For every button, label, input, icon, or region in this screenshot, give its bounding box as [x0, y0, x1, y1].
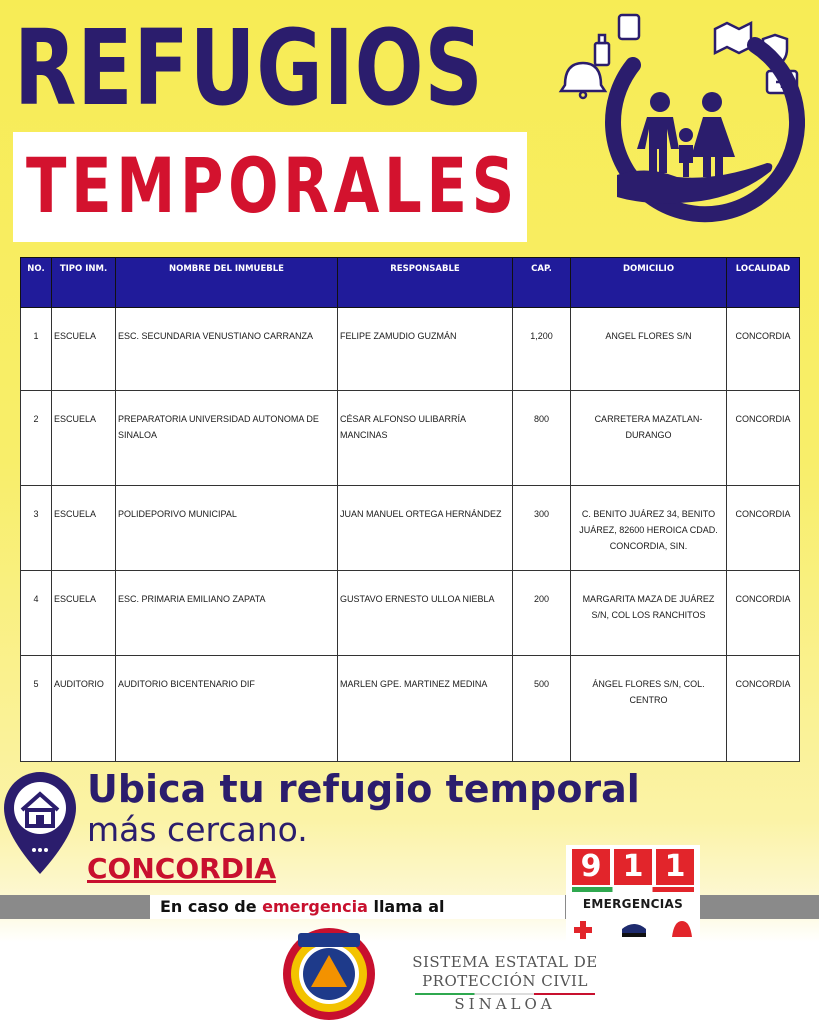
cta-place: CONCORDIA [87, 852, 277, 885]
family-shelter-logo [555, 5, 805, 245]
cell-domicilio: ANGEL FLORES S/N [571, 308, 727, 391]
emergency-message [160, 896, 445, 918]
cell-responsable: CÉSAR ALFONSO ULIBARRÍA MANCINAS [338, 391, 513, 486]
table-row [21, 486, 800, 571]
header-nombre: NOMBRE DEL INMUEBLE [116, 258, 338, 308]
cell-no: 4 [21, 571, 52, 656]
cell-no: 2 [21, 391, 52, 486]
title-refugios: REFUGIOS [14, 7, 484, 129]
header-no: NO. [21, 258, 52, 308]
cell-nombre: POLIDEPORIVO MUNICIPAL [116, 486, 338, 571]
header-responsable: RESPONSABLE [338, 258, 513, 308]
emergency-prefix: En caso de [160, 897, 257, 916]
proteccion-civil-seal [280, 925, 378, 1023]
flag-stripe [572, 887, 694, 892]
digit-1b: 1 [656, 849, 694, 885]
digit-1: 1 [614, 849, 652, 885]
header-localidad: LOCALIDAD [727, 258, 800, 308]
cell-cap: 800 [513, 391, 571, 486]
cell-nombre: ESC. PRIMARIA EMILIANO ZAPATA [116, 571, 338, 656]
header-cap: CAP. [513, 258, 571, 308]
cell-responsable: GUSTAVO ERNESTO ULLOA NIEBLA [338, 571, 513, 656]
emergencias-label: EMERGENCIAS [582, 897, 684, 911]
cell-nombre: PREPARATORIA UNIVERSIDAD AUTONOMA DE SINALOA [116, 391, 338, 486]
cell-responsable: JUAN MANUEL ORTEGA HERNÁNDEZ [338, 486, 513, 571]
table-header-row [21, 258, 800, 308]
header-domicilio: DOMICILIO [571, 258, 727, 308]
cell-domicilio: ÁNGEL FLORES S/N, COL. CENTRO [571, 656, 727, 762]
cta-subline: más cercano. [87, 810, 308, 849]
shelter-table-container [20, 257, 799, 763]
cell-cap: 300 [513, 486, 571, 571]
org-line-1: SISTEMA ESTATAL DE [412, 953, 598, 971]
table-row [21, 391, 800, 486]
emergency-services-icons [572, 917, 694, 943]
digit-9: 9 [572, 849, 610, 885]
cell-domicilio: C. BENITO JUÁREZ 34, BENITO JUÁREZ, 82600 HEROICA CDAD. CONCORDIA, SIN. [571, 486, 727, 571]
cell-no: 5 [21, 656, 52, 762]
bell-icon [561, 63, 605, 98]
cell-tipo: ESCUELA [52, 571, 116, 656]
cell-no: 1 [21, 308, 52, 391]
emergency-suffix: llama al [373, 897, 445, 916]
cell-localidad: CONCORDIA [727, 391, 800, 486]
cell-localidad: CONCORDIA [727, 656, 800, 762]
location-home-pin-icon [0, 768, 80, 878]
cell-nombre: AUDITORIO BICENTENARIO DIF [116, 656, 338, 762]
cell-cap: 200 [513, 571, 571, 656]
cta-headline: Ubica tu refugio temporal [87, 767, 640, 811]
org-line-3: SINALOA [454, 995, 556, 1013]
cell-tipo: ESCUELA [52, 486, 116, 571]
table-row [21, 656, 800, 762]
cell-nombre: ESC. SECUNDARIA VENUSTIANO CARRANZA [116, 308, 338, 391]
org-line-2: PROTECCIÓN CIVIL [422, 972, 588, 990]
cell-cap: 1,200 [513, 308, 571, 391]
cell-responsable: MARLEN GPE. MARTINEZ MEDINA [338, 656, 513, 762]
table-row [21, 571, 800, 656]
can-icon [619, 15, 639, 39]
title-temporales: TEMPORALES [26, 141, 520, 230]
cell-localidad: CONCORDIA [727, 571, 800, 656]
cell-domicilio: MARGARITA MAZA DE JUÁREZ S/N, COL LOS RANCHITOS [571, 571, 727, 656]
firefighter-helmet-icon [672, 921, 692, 937]
header-tipo: TIPO INM. [52, 258, 116, 308]
badge-911 [566, 845, 700, 945]
police-cap-icon [622, 924, 646, 937]
map-icon [715, 23, 751, 53]
table-row [21, 308, 800, 391]
cell-no: 3 [21, 486, 52, 571]
red-cross-icon [574, 921, 592, 939]
cell-tipo: AUDITORIO [52, 656, 116, 762]
shelter-table [20, 257, 800, 762]
cell-tipo: ESCUELA [52, 391, 116, 486]
emergency-highlight: emergencia [262, 897, 368, 916]
cell-localidad: CONCORDIA [727, 486, 800, 571]
cell-tipo: ESCUELA [52, 308, 116, 391]
family-icon [637, 92, 735, 177]
cell-domicilio: CARRETERA MAZATLAN-DURANGO [571, 391, 727, 486]
cell-cap: 500 [513, 656, 571, 762]
bottle-icon [595, 35, 609, 65]
cell-responsable: FELIPE ZAMUDIO GUZMÁN [338, 308, 513, 391]
cell-localidad: CONCORDIA [727, 308, 800, 391]
